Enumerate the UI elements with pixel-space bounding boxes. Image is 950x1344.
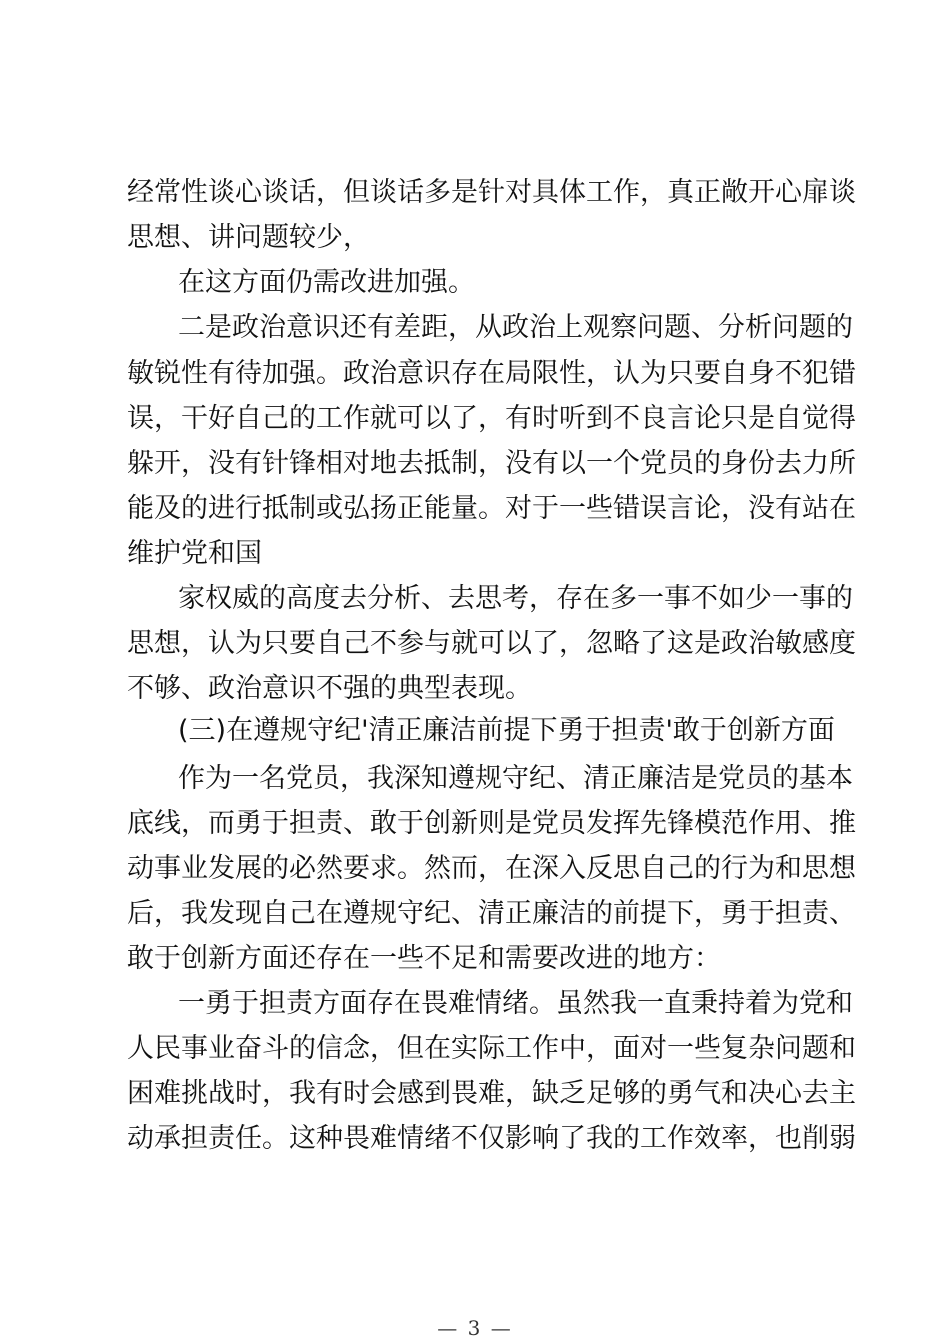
paragraph-line: 底线，而勇于担责、敢于创新则是党员发挥先锋模范作用、推: [127, 808, 856, 839]
paragraph-line: 人民事业奋斗的信念，但在实际工作中，面对一些复杂问题和: [127, 1033, 856, 1064]
paragraph-line: 敏锐性有待加强。政治意识存在局限性，认为只要自身不犯错: [127, 358, 856, 389]
paragraph-line: 二是政治意识还有差距，从政治上观察问题、分析问题的: [178, 312, 853, 343]
paragraph-line: 敢于创新方面还存在一些不足和需要改进的地方：: [127, 943, 721, 974]
paragraph-line: 能及的进行抵制或弘扬正能量。对于一些错误言论，没有站在: [127, 493, 856, 524]
paragraph-line: 作为一名党员，我深知遵规守纪、清正廉洁是党员的基本: [178, 763, 853, 794]
paragraph-line: 经常性谈心谈话，但谈话多是针对具体工作，真正敞开心扉谈: [127, 177, 856, 208]
paragraph-line: 在这方面仍需改进加强。: [178, 267, 475, 298]
paragraph-line: 一勇于担责方面存在畏难情绪。虽然我一直秉持着为党和: [178, 988, 853, 1019]
paragraph-line: 动承担责任。这种畏难情绪不仅影响了我的工作效率，也削弱: [127, 1123, 856, 1154]
paragraph-line: 思想、讲问题较少，: [127, 222, 370, 253]
paragraph-line: 家权威的高度去分析、去思考，存在多一事不如少一事的: [178, 583, 853, 614]
paragraph-line: 躲开，没有针锋相对地去抵制，没有以一个党员的身份去力所: [127, 448, 856, 479]
paragraph-line: 后，我发现自己在遵规守纪、清正廉洁的前提下，勇于担责、: [127, 898, 856, 929]
page-number: — 3 —: [437, 1316, 513, 1340]
paragraph-line: 误，干好自己的工作就可以了，有时听到不良言论只是自觉得: [127, 403, 856, 434]
paragraph-line: 困难挑战时，我有时会感到畏难，缺乏足够的勇气和决心去主: [127, 1078, 856, 1109]
paragraph-line: 思想，认为只要自己不参与就可以了，忽略了这是政治敏感度: [127, 628, 856, 659]
section-heading: (三)在遵规守纪'清正廉洁前提下勇于担责'敢于创新方面: [178, 715, 835, 746]
paragraph-line: 动事业发展的必然要求。然而，在深入反思自己的行为和思想: [127, 853, 856, 884]
paragraph-line: 不够、政治意识不强的典型表现。: [127, 673, 532, 704]
paragraph-line: 维护党和国: [127, 538, 262, 569]
